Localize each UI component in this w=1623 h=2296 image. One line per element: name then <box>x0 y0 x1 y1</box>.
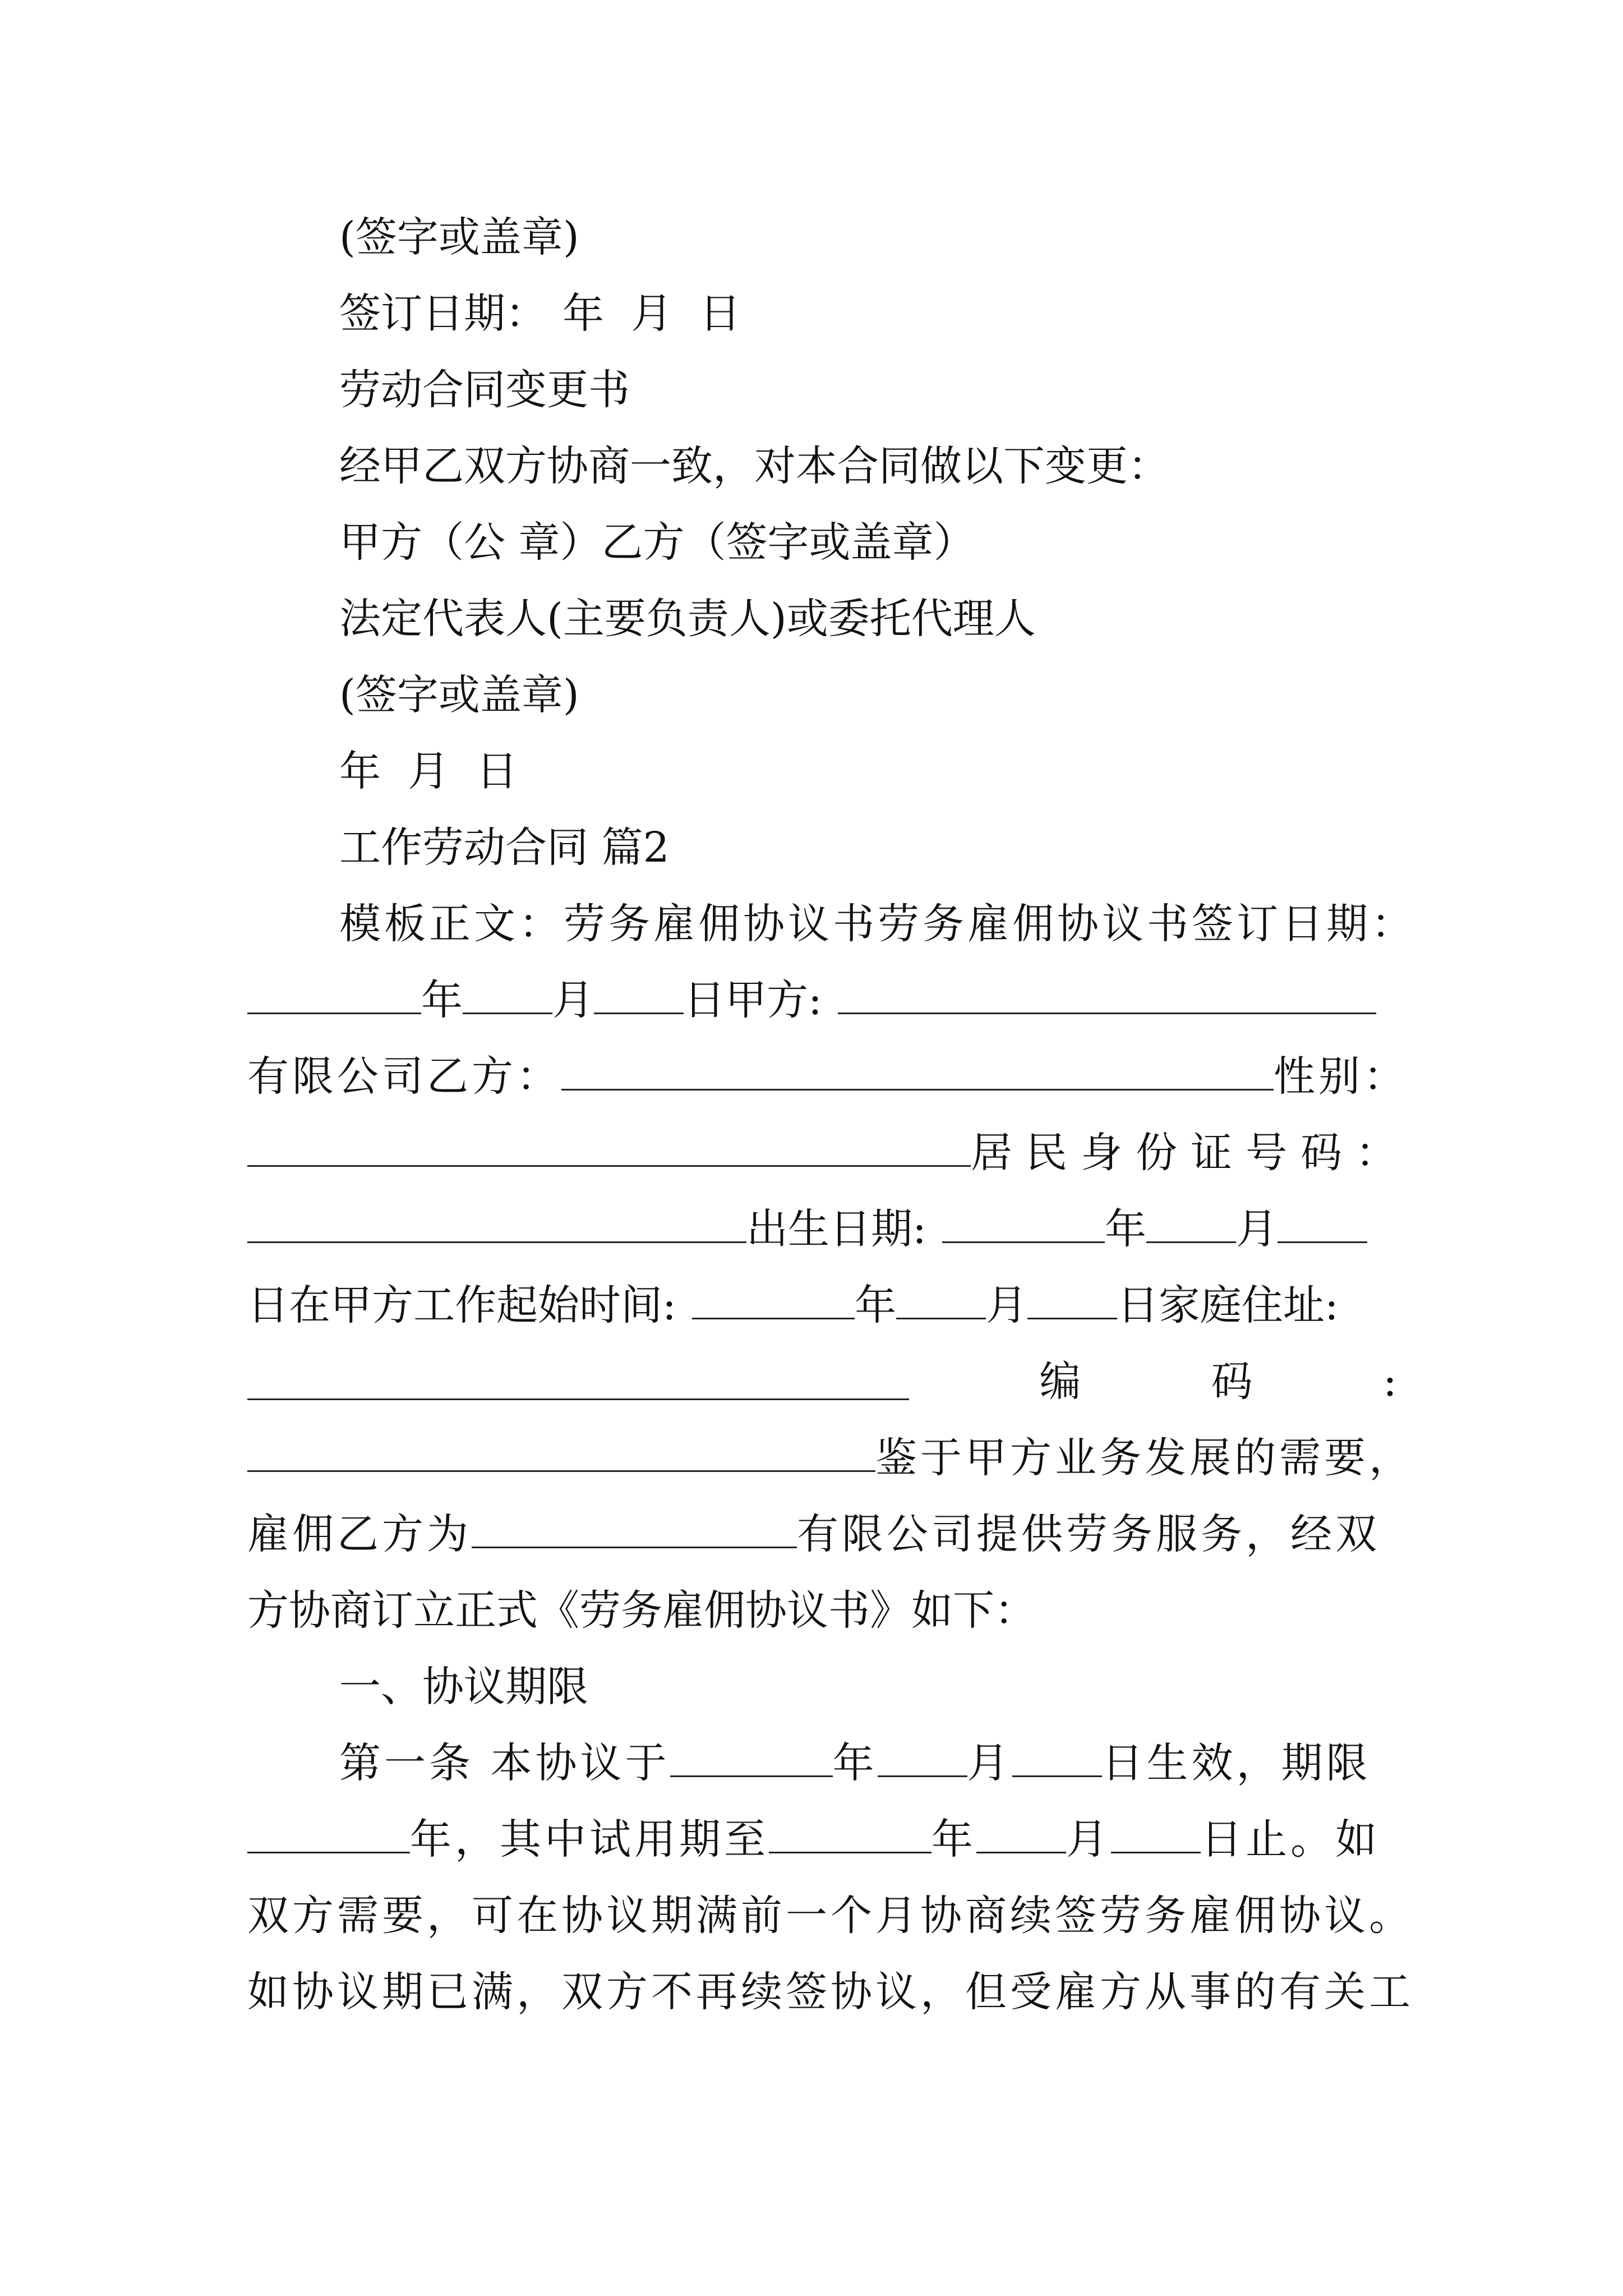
month-label: 月 <box>408 747 449 795</box>
blank <box>942 1207 1105 1243</box>
blank <box>670 1741 833 1777</box>
text: 方协商订立正式《劳务雇佣协议书》如下： <box>247 1586 1036 1635</box>
paragraph-line <box>339 438 1397 494</box>
month-label: 月 <box>1066 1815 1111 1864</box>
year-label: 年 <box>832 1739 878 1787</box>
text: 雇佣乙方为 <box>247 1510 472 1558</box>
paragraph-line <box>247 1888 1414 1944</box>
parties-line <box>339 514 1397 570</box>
postcode-char: 编 <box>1039 1358 1081 1406</box>
postcode-colon: : <box>1383 1358 1397 1406</box>
clause-heading <box>339 1659 1397 1715</box>
text: 一、协议期限 <box>339 1663 588 1711</box>
blank <box>1012 1741 1102 1777</box>
form-line <box>247 972 1397 1028</box>
form-line <box>247 1201 1397 1257</box>
section-heading <box>339 820 1397 876</box>
form-line <box>247 1277 1397 1333</box>
year-label: 年 <box>932 1815 976 1864</box>
form-line <box>247 1506 1397 1562</box>
month-label: 月 <box>631 289 672 338</box>
party-a-label: 日甲方: <box>684 976 822 1024</box>
blank <box>247 1817 410 1853</box>
text: 如协议期已满，双方不再续签协议，但受雇方从事的有关工 <box>247 1968 1414 2016</box>
paragraph-line <box>247 1582 1397 1639</box>
text: (签字或盖章) <box>339 671 579 719</box>
blank <box>247 978 421 1014</box>
text: 经甲乙双方协商一致，对本合同做以下变更： <box>339 442 1169 490</box>
blank <box>1027 1283 1117 1319</box>
blank <box>1111 1817 1201 1853</box>
birth-date-label: 出生日期: <box>746 1205 926 1253</box>
blank <box>1278 1207 1367 1243</box>
gender-label: 性别： <box>1274 1052 1408 1101</box>
blank <box>561 1054 1274 1091</box>
clause-line <box>247 1811 1397 1867</box>
text: 有限公司提供劳务服务，经双 <box>797 1510 1380 1558</box>
year-label: 年 <box>1104 1205 1146 1253</box>
text: 劳动合同变更书 <box>339 366 630 414</box>
text: 日生效，期限 <box>1101 1739 1371 1787</box>
text: 鉴于甲方业务发展的需要， <box>875 1434 1414 1482</box>
blank <box>692 1283 855 1319</box>
text: 第一条 本协议于 <box>339 1739 670 1787</box>
blank <box>463 978 552 1014</box>
text: 工作劳动合同 篇2 <box>339 823 670 872</box>
text: (签字或盖章) <box>339 213 579 261</box>
text: 双方需要，可在协议期满前一个月协商续签劳务雇佣协议。 <box>247 1892 1414 1940</box>
text: 甲方（公 章）乙方（签字或盖章） <box>339 518 975 567</box>
year-label: 年 <box>421 976 463 1024</box>
signature-note-line <box>339 667 1397 723</box>
blank <box>247 1364 909 1400</box>
blank <box>472 1512 797 1548</box>
form-line <box>247 1125 1410 1181</box>
blank <box>878 1741 967 1777</box>
form-line <box>247 1354 1397 1410</box>
blank <box>769 1817 932 1853</box>
month-label: 月 <box>967 1739 1012 1787</box>
month-label: 月 <box>552 976 594 1024</box>
text: 年，其中试用期至 <box>410 1815 769 1864</box>
signature-note-line <box>339 209 1397 265</box>
paragraph-line <box>247 1964 1414 2020</box>
representative-line <box>339 591 1397 647</box>
signing-date-line <box>339 286 1397 342</box>
blank <box>247 1207 746 1243</box>
day-label: 日 <box>476 747 518 795</box>
month-label: 月 <box>985 1281 1027 1329</box>
blank <box>594 978 684 1014</box>
year-label: 年 <box>339 747 381 795</box>
blank <box>1146 1207 1236 1243</box>
postcode-char: 码 <box>1211 1358 1253 1406</box>
form-line <box>247 1048 1408 1105</box>
date-line <box>339 743 1397 799</box>
label: 签订日期： <box>339 289 547 338</box>
blank <box>247 1130 971 1167</box>
day-label: 日 <box>699 289 741 338</box>
text: 法定代表人(主要负责人)或委托代理人 <box>339 595 1036 643</box>
address-label: 日家庭住址: <box>1117 1281 1339 1329</box>
start-date-label: 日在甲方工作起始时间: <box>247 1281 676 1329</box>
blank <box>247 1435 875 1472</box>
month-label: 月 <box>1235 1205 1278 1253</box>
section-title <box>339 362 1397 418</box>
form-line <box>247 1430 1414 1486</box>
blank <box>976 1817 1066 1853</box>
clause-line <box>339 1735 1397 1791</box>
text: 模板正文：劳务雇佣协议书劳务雇佣协议书签订日期： <box>339 900 1416 948</box>
year-label: 年 <box>854 1281 896 1329</box>
party-b-label: 有限公司乙方： <box>247 1052 561 1101</box>
blank <box>896 1283 986 1319</box>
text: 日止。如 <box>1201 1815 1380 1864</box>
id-number-label: 居民身份证号码： <box>971 1129 1410 1177</box>
paragraph-line <box>339 896 1416 952</box>
blank <box>838 978 1376 1014</box>
year-label: 年 <box>562 289 604 338</box>
